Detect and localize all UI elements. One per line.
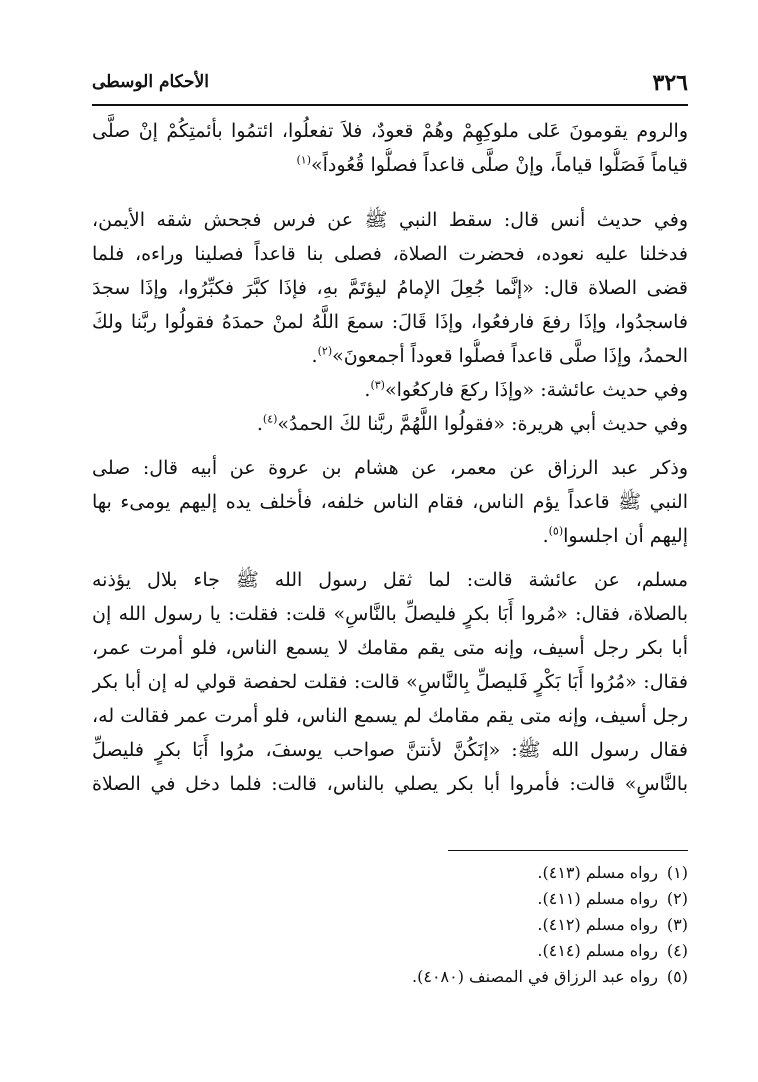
footnote-reference: (٥)	[548, 524, 564, 538]
text-line: والروم يقومونَ عَلى ملوكِهِمْ وهُمْ قعودٌ، فلاَ تفعلُوا، ائتمُوا بأئمتِكُمْ إنْ صلَّى	[92, 120, 688, 142]
text-line: أبا بكر رجل أسيف، وإنه متى يقم مقامك لا يسمع الناس، فلو أمرت عمر،	[92, 637, 688, 659]
footnote-reference: (١)	[296, 153, 311, 167]
text-line	[92, 407, 688, 441]
footnote-text: رواه مسلم (٤١١).	[537, 889, 658, 908]
footnote-text: رواه مسلم (٤١٤).	[537, 941, 658, 960]
text-line-content: إليهم أن اجلسوا	[563, 525, 688, 547]
footnote-reference: (٣)	[370, 378, 385, 392]
footnote-number: (١)	[666, 863, 688, 882]
footnote-divider	[448, 850, 688, 851]
footnote-text: رواه عبد الرزاق في المصنف (٤٠٨٠).	[412, 967, 658, 986]
text-line: مسلم، عن عائشة قالت: لما ثقل رسول الله ﷺ جاء بلال يؤذنه	[92, 569, 688, 591]
period: .	[542, 525, 549, 547]
text-line	[92, 339, 688, 373]
paragraph-6	[92, 563, 688, 801]
page-header	[92, 70, 688, 100]
running-title: الأحكام الوسطى	[92, 72, 209, 92]
text-line: بالنَّاسِ» قالت: فأمروا أبا بكر يصلي بالناس، قالت: فلما دخل في الصلاة	[92, 773, 688, 795]
text-line	[92, 148, 688, 182]
text-line: فقال رسول الله ﷺ: «إنَكُنَّ لأنتنَّ صواحب يوسفَ، مرُوا أَبَا بكرٍ فليصلِّ	[92, 739, 688, 761]
text-line: قضى الصلاة قال: «إنَّما جُعِلَ الإمامُ ليؤتَمَّ بهِ، فإذَا كبَّرَ فكبِّرُوا، وإذَا سجدَ	[92, 277, 688, 299]
page-number: ٣٢٦	[652, 70, 688, 96]
footnote-text: رواه مسلم (٤١٢).	[537, 915, 658, 934]
footnote-reference: (٢)	[317, 344, 333, 358]
paragraph-2	[92, 203, 688, 373]
text-line: فقال: «مُرُوا أَبَا بَكْرٍ فَليصلِّ بِالنَّاسِ» قالت: فقلت لحفصة قولي له إن أبا بكر	[92, 671, 688, 693]
footnotes	[92, 860, 688, 990]
main-text	[92, 114, 688, 801]
footnote	[92, 938, 688, 964]
footnote	[92, 860, 688, 886]
text-line	[92, 373, 688, 407]
paragraph-gap	[92, 441, 688, 451]
text-line: فاسجدُوا، وإذَا رفعَ فارفعُوا، وإذَا قَالَ: سمعَ اللَّهُ لمنْ حمدَهُ فقولُوا ربَّنا ولكَ	[92, 311, 688, 333]
period: .	[311, 345, 318, 367]
footnote-number: (٥)	[666, 967, 688, 986]
text-line: بالصلاة، فقال: «مُروا أَبَا بكرٍ فليصلِّ بالنَّاسِ» قلت: فقلت: يا رسول الله إن	[92, 603, 688, 625]
text-line-content: وفي حديث عائشة: «وإذَا ركعَ فاركعُوا»	[384, 379, 688, 401]
footnote	[92, 964, 688, 990]
footnote-text: رواه مسلم (٤١٣).	[537, 863, 658, 882]
paragraph-1	[92, 114, 688, 182]
text-line: فدخلنا عليه نعوده، فحضرت الصلاة، فصلى بنا قاعداً فصلينا وراءه، فلما	[92, 243, 688, 265]
footnote-reference: (٤)	[262, 412, 278, 426]
text-line: النبي ﷺ قاعداً يؤم الناس، فقام الناس خلفه، فأخلف يده إليهم يومىء بها	[92, 491, 688, 513]
period: .	[364, 379, 371, 401]
text-line: وفي حديث أنس قال: سقط النبي ﷺ عن فرس فجحش شقه الأيمن،	[92, 209, 688, 231]
paragraph-gap	[92, 182, 688, 203]
text-line-content: الحمدُ، وإذَا صلَّى قاعداً فصلُّوا قعوداً أجمعونَ»	[332, 345, 688, 367]
period: .	[256, 413, 263, 435]
text-line	[92, 519, 688, 553]
footnote-number: (٢)	[666, 889, 688, 908]
paragraph-4	[92, 407, 688, 441]
text-line-content: وفي حديث أبي هريرة: «فقولُوا اللَّهُمَّ ربَّنا لكَ الحمدُ»	[277, 413, 688, 435]
footnote-number: (٤)	[666, 941, 688, 960]
paragraph-3	[92, 373, 688, 407]
paragraph-gap	[92, 553, 688, 563]
text-line: رجل أسيف، وإنه متى يقم مقامك لم يسمع الناس، فلو أمرت عمر فقالت له،	[92, 705, 688, 727]
text-line-content: قياماً فَصَلُّوا قياماً، وإنْ صلَّى قاعداً فصلُّوا قُعُوداً»	[311, 154, 688, 176]
footnote-number: (٣)	[666, 915, 688, 934]
header-divider	[92, 104, 688, 106]
footnote	[92, 886, 688, 912]
footnote	[92, 912, 688, 938]
paragraph-5	[92, 451, 688, 553]
text-line: وذكر عبد الرزاق عن معمر، عن هشام بن عروة عن أبيه قال: صلى	[92, 457, 688, 479]
